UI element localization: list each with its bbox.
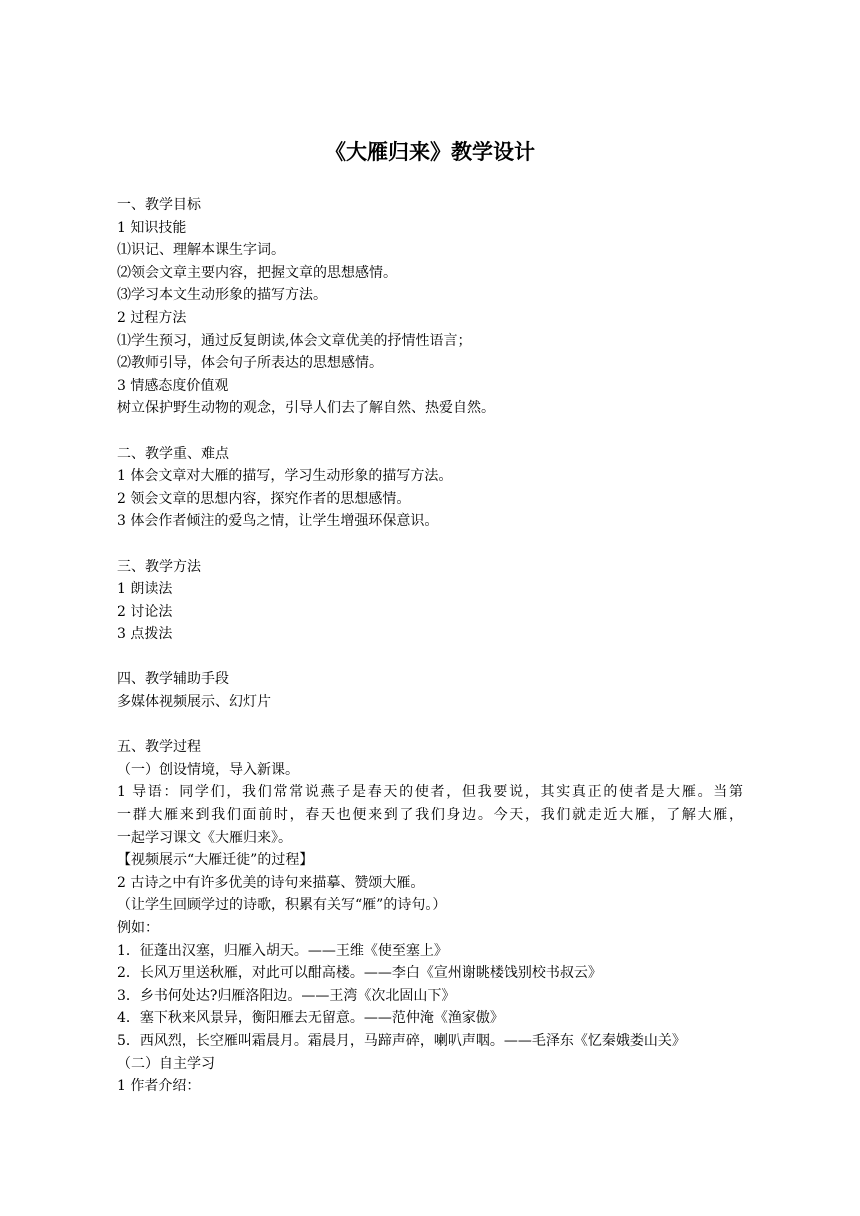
document-body — [117, 194, 743, 1098]
blank-line — [117, 646, 743, 669]
text-line: 一群大雁来到我们面前时，春天也便来到了我们身边。今天，我们就走近大雁，了解大雁， — [117, 807, 743, 824]
text-line: ⑴识记、理解本课生字词。 — [117, 242, 285, 259]
text-line: 1 体会文章对大雁的描写，学习生动形象的描写方法。 — [117, 468, 453, 485]
text-line: ⑵教师引导，体会句子所表达的思想感情。 — [117, 355, 383, 372]
text-line: 五、教学过程 — [117, 739, 201, 756]
text-line: 2 领会文章的思想内容，探究作者的思想感情。 — [117, 490, 411, 507]
text-line: 三、教学方法 — [117, 558, 201, 575]
text-line: 多媒体视频展示、幻灯片 — [117, 694, 271, 711]
text-line: 1 作者介绍： — [117, 1078, 201, 1095]
text-line: ⑶学习本文生动形象的描写方法。 — [117, 287, 327, 304]
text-line: 树立保护野生动物的观念，引导人们去了解自然、热爱自然。 — [117, 400, 495, 417]
text-line: 1 知识技能 — [117, 219, 187, 236]
text-line: （二）自主学习 — [117, 1055, 215, 1072]
text-line: 5．西风烈，长空雁叫霜晨月。霜晨月，马蹄声碎，喇叭声咽。——毛泽东《忆秦娥娄山关》 — [117, 1032, 686, 1049]
text-line: 3 点拨法 — [117, 626, 173, 643]
text-line: 3 体会作者倾注的爱鸟之情，让学生增强环保意识。 — [117, 513, 439, 530]
text-line: 1 导语：同学们，我们常常说燕子是春天的使者，但我要说，其实真正的使者是大雁。当第 — [117, 784, 743, 801]
text-line: 1．征蓬出汉塞，归雁入胡天。——王维《使至塞上》 — [117, 942, 448, 959]
text-line: 2 过程方法 — [117, 309, 187, 326]
text-line: 1 朗读法 — [117, 581, 173, 598]
text-line: 2．长风万里送秋雁，对此可以酣高楼。——李白《宣州谢眺楼饯别校书叔云》 — [117, 965, 602, 982]
text-line: 二、教学重、难点 — [117, 445, 229, 462]
text-line: ⑴学生预习，通过反复朗读,体会文章优美的抒情性语言； — [117, 332, 472, 349]
blank-line — [117, 714, 743, 737]
blank-line — [117, 533, 743, 556]
text-line: 4．塞下秋来风景异，衡阳雁去无留意。——范仲淹《渔家傲》 — [117, 1010, 504, 1027]
text-line: ⑵领会文章主要内容，把握文章的思想感情。 — [117, 264, 397, 281]
text-line: 3．乡书何处达?归雁洛阳边。——王湾《次北固山下》 — [117, 987, 456, 1004]
text-line: （让学生回顾学过的诗歌，积累有关写“雁”的诗句。） — [117, 897, 447, 914]
text-line: 【视频展示“大雁迁徙”的过程】 — [117, 852, 314, 869]
text-line: 3 情感态度价值观 — [117, 377, 229, 394]
blank-line — [117, 420, 743, 443]
document-title: 《大雁归来》教学设计 — [325, 139, 535, 164]
text-line: 一起学习课文《大雁归来》。 — [117, 829, 292, 846]
text-line: 一、教学目标 — [117, 197, 201, 213]
text-line: 2 讨论法 — [117, 603, 173, 620]
text-line: 例如： — [117, 920, 159, 936]
text-line: （一）创设情境，导入新课。 — [117, 761, 299, 778]
text-line: 2 古诗之中有许多优美的诗句来描摹、赞颂大雁。 — [117, 874, 425, 891]
text-line: 四、教学辅助手段 — [117, 671, 229, 688]
